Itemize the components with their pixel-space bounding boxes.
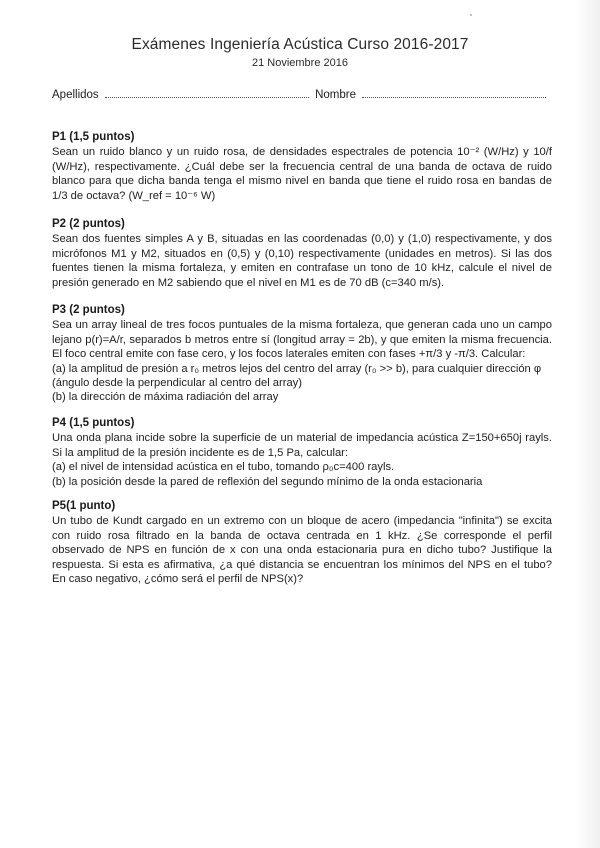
name-label: Nombre [315, 89, 357, 101]
problem-5 [52, 499, 552, 586]
problem-5-text: Un tubo de Kundt cargado en un extremo con un bloque de acero (impedancia "infinita") se excita con ruido rosa filtrado en la banda de octava centrada en 1 kHz. ¿Se corresponde el perfil observado de NPS en función de x con una onda estacionaria pura en dicho tubo? Justifique la respuesta. Si esta es afirmativa, ¿a qué distancia se encuentran los mínimos del NPS en el tubo? En caso negativo, ¿cómo será el perfil de NPS(x)? [52, 515, 552, 586]
problem-3-text: Sea un array lineal de tres focos puntuales de la misma fortaleza, que generan cada uno un campo lejano p(r)=A/r, separados b metros entre sí (longitud array = 2b), y que emiten la misma frecuencia. El foco central emite con fase cero, y los focos laterales emiten con fases +π/3 y -π/3. Calcular: [52, 319, 552, 361]
problem-1 [52, 130, 552, 203]
problem-4-text: Una onda plana incide sobre la superficie de un material de impedancia acústica Z=150+650j rayls. Si la amplitud de la presión incidente es de 1,5 Pa, calcular: [52, 432, 552, 459]
problem-4 [52, 416, 552, 489]
problem-1-title: P1 (1,5 puntos) [52, 131, 135, 143]
problem-2-text: Sean dos fuentes simples A y B, situadas en las coordenadas (0,0) y (1,0) respectivamente, y dos micrófonos M1 y M2, situados en (0,5) y (0,10) respectivamente (unidades en metros). Si las dos fuentes tienen la misma fortaleza, y emiten en contrafase un tono de 10 kHz, calcule el nivel de presión generado en M2 sabiendo que el nivel en M1 es de 70 dB (c=340 m/s). [52, 233, 552, 289]
problem-3-title: P3 (2 puntos) [52, 304, 125, 316]
exam-header [0, 36, 600, 69]
surname-field[interactable] [105, 88, 309, 98]
problem-4-item-a: (a) el nivel de intensidad acústica en el tubo, tomando ρ₀c=400 rayls. [52, 461, 395, 474]
problem-3-item-a: (a) la amplitud de presión a r₀ metros lejos del centro del array (r₀ >> b), para cualquier dirección φ (ángulo desde la perpendicular al centro del array) [52, 362, 542, 390]
problem-5-title: P5(1 punto) [52, 500, 116, 512]
problem-4-title: P4 (1,5 puntos) [52, 417, 135, 429]
student-form [52, 88, 552, 101]
scan-speck [470, 14, 472, 16]
surname-label: Apellidos [52, 89, 99, 101]
name-field[interactable] [362, 88, 546, 98]
exam-title: Exámenes Ingeniería Acústica Curso 2016-2017 [131, 36, 469, 53]
problem-3-item-b: (b) la dirección de máxima radiación del array [52, 391, 279, 404]
problem-2 [52, 217, 552, 290]
problem-3 [52, 303, 552, 405]
problem-2-title: P2 (2 puntos) [52, 218, 125, 230]
exam-date: 21 Noviembre 2016 [251, 57, 348, 69]
problem-4-item-b: (b) la posición desde la pared de reflexión del segundo mínimo de la onda estacionaria [52, 475, 483, 488]
problem-1-text: Sean un ruido blanco y un ruido rosa, de densidades espectrales de potencia 10⁻² (W/Hz) y 10/f (W/Hz), respectivamente. ¿Cuál debe ser la frecuencia central de una banda de octava de ruido blanco para que dicha banda tenga el mismo nivel en banda que tiene el ruido rosa en bandas de 1/3 de octava? (W_ref = 10⁻⁶ W) [52, 146, 552, 202]
